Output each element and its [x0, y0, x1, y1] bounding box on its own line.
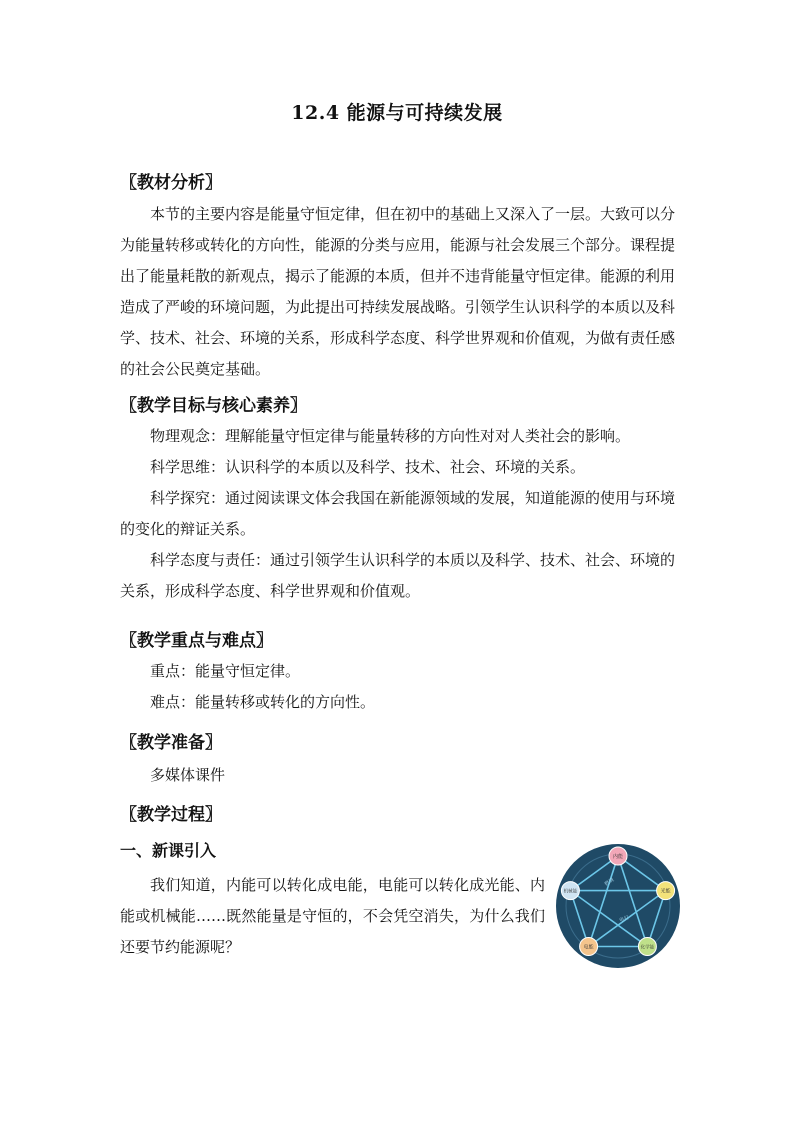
keypoint-item: 重点：能量守恒定律。	[150, 662, 301, 680]
edge-label: 电灯	[618, 914, 631, 924]
section-heading-process: 〖教学过程〗	[120, 805, 222, 825]
analysis-paragraph: 本节的主要内容是能量守恒定律，但在初中的基础上又深入了一层。大致可以分为能量转移或转化的方向性，能源的分类与应用，能源与社会发展三个部分。课程提出了能量耗散的新观点，揭示了能源的本质，但并不违背能量守恒定律。能源的利用造成了严峻的环境问题，为此提出可持续发展战略。引领学生认识科学的本质以及科学、技术、社会、环境的关系，形成科学态度、科学世界观和价值观，为做有责任感的社会公民奠定基础。	[120, 205, 676, 378]
node-label: 机械能	[563, 889, 578, 895]
section-heading-prep: 〖教学准备〗	[120, 733, 222, 753]
goal-item: 科学探究：通过阅读课文体会我国在新能源领域的发展，知道能源的使用与环境的变化的辩证关系。	[120, 489, 676, 538]
energy-node-chemical	[638, 938, 656, 956]
goal-item: 科学态度与责任：通过引领学生认识科学的本质以及科学、技术、社会、环境的关系，形成科学态度、科学世界观和价值观。	[120, 551, 676, 600]
intro-paragraph: 我们知道，内能可以转化成电能，电能可以转化成光能、内能或机械能……既然能量是守恒的，不会凭空消失，为什么我们还要节约能源呢？	[120, 876, 545, 956]
page-title: 12.4 能源与可持续发展	[291, 102, 503, 124]
energy-node-mechanical	[561, 882, 579, 900]
energy-conversion-diagram	[556, 844, 680, 968]
section-heading-analysis: 〖教材分析〗	[120, 173, 222, 193]
energy-node-electric	[580, 938, 598, 956]
node-label: 化学能	[640, 945, 655, 951]
prep-text: 多媒体课件	[150, 766, 226, 784]
goal-item: 物理观念：理解能量守恒定律与能量转移的方向性对对人类社会的影响。	[150, 427, 631, 445]
energy-node-internal	[609, 847, 627, 865]
node-label: 光能	[660, 888, 671, 895]
subsection-heading-intro: 一、新课引入	[120, 841, 217, 860]
section-heading-keypoints: 〖教学重点与难点〗	[120, 631, 273, 651]
energy-node-light	[657, 882, 675, 900]
node-label: 内能	[612, 854, 624, 860]
node-label: 电能	[583, 944, 594, 951]
section-heading-goals: 〖教学目标与核心素养〗	[120, 396, 307, 416]
edge-label: 燃烧	[603, 876, 616, 888]
goal-item: 科学思维：认识科学的本质以及科学、技术、社会、环境的关系。	[150, 458, 586, 476]
keypoint-item: 难点：能量转移或转化的方向性。	[150, 693, 376, 711]
